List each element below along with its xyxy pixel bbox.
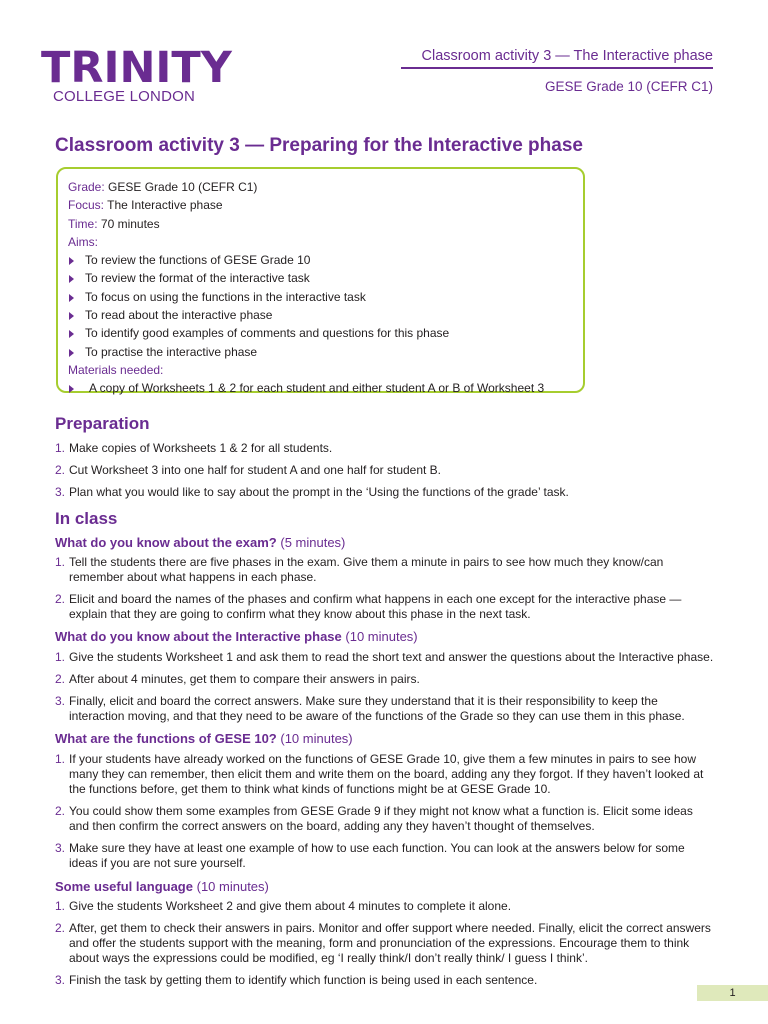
bullet-icon bbox=[69, 330, 74, 338]
in-class-heading: In class bbox=[55, 509, 118, 528]
running-header bbox=[401, 48, 713, 94]
section-heading: Some useful language (10 minutes) bbox=[55, 879, 269, 894]
page-number: 1 bbox=[697, 985, 768, 1001]
grade-row bbox=[68, 178, 573, 196]
materials-label: Materials needed: bbox=[68, 362, 164, 377]
logo-wordmark: TRINITY bbox=[41, 43, 232, 93]
aim-item: To practise the interactive phase bbox=[68, 343, 573, 361]
aim-item: To focus on using the functions in the interactive task bbox=[68, 288, 573, 306]
list-item: 3. Make sure they have at least one example of how to use each function. You can look at the answers below for some ideas if you are not sure yourself. bbox=[55, 841, 685, 870]
bullet-icon bbox=[69, 312, 74, 320]
logo-subtitle: COLLEGE LONDON bbox=[53, 88, 196, 105]
focus-row bbox=[68, 196, 573, 214]
running-header-title: Classroom activity 3 — The Interactive phase bbox=[401, 48, 713, 69]
aim-item: To review the functions of GESE Grade 10 bbox=[68, 251, 573, 269]
bullet-icon bbox=[69, 349, 74, 357]
bullet-icon bbox=[69, 385, 74, 393]
section-heading: What do you know about the exam? (5 minutes) bbox=[55, 535, 346, 550]
section-heading: What do you know about the Interactive phase (10 minutes) bbox=[55, 629, 418, 644]
materials-item: A copy of Worksheets 1 & 2 for each student and either student A or B of Worksheet 3 bbox=[68, 379, 573, 397]
list-item: 2. After about 4 minutes, get them to compare their answers in pairs. bbox=[55, 672, 420, 686]
grade-value: GESE Grade 10 (CEFR C1) bbox=[108, 180, 258, 194]
section-list bbox=[55, 752, 715, 871]
section-list bbox=[55, 555, 715, 622]
list-item: 1. If your students have already worked on the functions of GESE Grade 10, give them a few minutes in pairs to see how many they can remember, then elicit them and write them on the board, adding any they forgot. If they haven’t looked at the functions before, get them to think what kinds of functions might be at GESE Grade 10. bbox=[55, 752, 704, 796]
focus-value: The Interactive phase bbox=[107, 198, 223, 213]
list-item: 1. Give the students Worksheet 2 and give them about 4 minutes to complete it alone. bbox=[55, 899, 512, 913]
page-title: Classroom activity 3 — Preparing for the Interactive phase bbox=[55, 135, 583, 156]
aim-item: To read about the interactive phase bbox=[68, 306, 573, 324]
list-item: 1. Make copies of Worksheets 1 & 2 for all students. bbox=[55, 441, 333, 455]
bullet-icon bbox=[69, 275, 74, 283]
time-label: Time: bbox=[68, 216, 98, 231]
running-header-grade: GESE Grade 10 (CEFR C1) bbox=[544, 79, 713, 94]
bullet-icon bbox=[69, 257, 74, 265]
list-item: 1. Give the students Worksheet 1 and ask them to read the short text and answer the questions about the Interactive phase. bbox=[55, 650, 714, 664]
focus-label: Focus: bbox=[68, 198, 105, 213]
preparation-list bbox=[55, 441, 715, 500]
list-item: 2. You could show them some examples from GESE Grade 9 if they might not know what a function is. Elicit some ideas and then confirm the correct answers on the board, adding any they haven’t thought of themselves. bbox=[55, 804, 693, 833]
list-item: 1. Tell the students there are five phases in the exam. Give them a minute in pairs to see how much they know/can remember about what happens in each phase. bbox=[55, 555, 664, 584]
list-item: 3. Finish the task by getting them to identify which function is being used in each sentence. bbox=[55, 973, 538, 987]
time-row bbox=[68, 215, 573, 233]
list-item: 3. Plan what you would like to say about the prompt in the ‘Using the functions of the grade’ task. bbox=[55, 485, 569, 499]
grade-label: Grade: bbox=[68, 180, 105, 194]
section-list bbox=[55, 650, 715, 724]
aim-item: To identify good examples of comments and questions for this phase bbox=[68, 324, 573, 342]
trinity-logo bbox=[41, 43, 241, 105]
section-list bbox=[55, 899, 715, 988]
section-heading: What are the functions of GESE 10? (10 minutes) bbox=[55, 731, 353, 746]
time-value: 70 minutes bbox=[100, 216, 160, 231]
list-item: 2. Cut Worksheet 3 into one half for student A and one half for student B. bbox=[55, 463, 442, 477]
list-item: 3. Finally, elicit and board the correct answers. Make sure they understand that it is their responsibility to keep the interaction moving, and that they need to be aware of the functions of the Grade so they can use them in this phase. bbox=[55, 694, 685, 723]
activity-info-box bbox=[56, 167, 585, 396]
list-item: 2. Elicit and board the names of the phases and confirm what happens in each one except for the interactive phase — explain that they are going to confirm what they know about this phase in the next task. bbox=[55, 592, 682, 621]
bullet-icon bbox=[69, 294, 74, 302]
preparation-heading: Preparation bbox=[55, 414, 150, 433]
aims-label: Aims: bbox=[68, 234, 98, 249]
aim-item: To review the format of the interactive task bbox=[68, 269, 573, 287]
list-item: 2. After, get them to check their answers in pairs. Monitor and offer support where needed. Finally, elicit the correct answers and offer the students support with the meaning, form and pronunciation of the expressions. Encourage them to think about ways the expressions could be modified, eg ‘I really think/I don’t really think/ I guess I think’. bbox=[55, 921, 711, 965]
